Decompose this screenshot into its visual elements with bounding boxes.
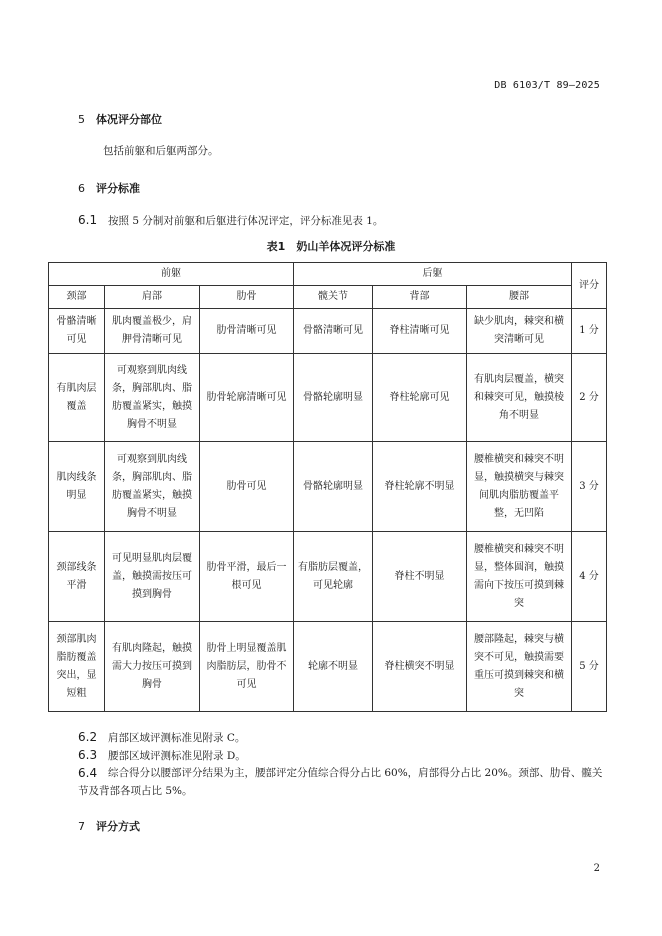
column-header: 背部 <box>373 286 467 309</box>
table-cell: 骨骼轮廓明显 <box>294 354 373 442</box>
clause-6-1 <box>78 211 604 230</box>
document-id: DB 6103/T 89—2025 <box>494 80 600 91</box>
section-6-heading <box>78 180 140 196</box>
table-cell: 腰椎横突和棘突不明显，整体圆润，触摸需向下按压可摸到棘突 <box>467 532 572 622</box>
score-header: 评分 <box>572 263 607 309</box>
clause-number: 6.4 <box>78 766 98 780</box>
table-cell: 脊柱轮廓可见 <box>373 354 467 442</box>
section-number: 7 <box>78 820 85 833</box>
clause-text: 肩部区域评测标准见附录 C。 <box>108 732 246 744</box>
column-header: 髋关节 <box>294 286 373 309</box>
section-5-body: 包括前躯和后躯两部分。 <box>103 145 219 157</box>
table-row <box>49 309 607 354</box>
table-cell: 有肌肉隆起，触摸需大力按压可摸到胸骨 <box>105 622 200 712</box>
table-cell: 脊柱清晰可见 <box>373 309 467 354</box>
clause-number: 6.2 <box>78 730 98 744</box>
group-header-front: 前躯 <box>49 263 294 286</box>
clause-6-3 <box>78 746 604 765</box>
column-header: 腰部 <box>467 286 572 309</box>
group-header-rear: 后躯 <box>294 263 572 286</box>
table-cell: 肋骨可见 <box>200 442 294 532</box>
table-cell: 有肌肉层覆盖，横突和棘突可见，触摸棱角不明显 <box>467 354 572 442</box>
table-cell: 肌肉覆盖极少，肩胛骨清晰可见 <box>105 309 200 354</box>
score-cell: 5 分 <box>572 622 607 712</box>
table-cell: 骨骼轮廓明显 <box>294 442 373 532</box>
table-caption: 表1 奶山羊体况评分标准 <box>266 240 396 253</box>
clause-number: 6.3 <box>78 748 98 762</box>
score-cell: 2 分 <box>572 354 607 442</box>
body-condition-score-table <box>48 262 607 712</box>
clause-text: 综合得分以腰部评分结果为主，腰部评定分值综合得分占比 60%，肩部得分占比 20%。颈部、肋骨、髋关节及背部各项占比 5%。 <box>78 767 603 797</box>
table-cell: 肋骨平滑，最后一根可见 <box>200 532 294 622</box>
column-header: 肩部 <box>105 286 200 309</box>
section-title: 评分标准 <box>96 182 140 195</box>
section-title: 体况评分部位 <box>96 113 162 126</box>
table-cell: 肋骨轮廓清晰可见 <box>200 354 294 442</box>
table-cell: 腰椎横突和棘突不明显，触摸横突与棘突间肌肉脂肪覆盖平整，无凹陷 <box>467 442 572 532</box>
page-number: 2 <box>593 863 600 874</box>
table-cell: 可见明显肌肉层覆盖，触摸需按压可摸到胸骨 <box>105 532 200 622</box>
table-cell: 骨骼清晰可见 <box>294 309 373 354</box>
table-cell: 肋骨上明显覆盖肌肉脂肪层，肋骨不可见 <box>200 622 294 712</box>
table-cell: 脊柱轮廓不明显 <box>373 442 467 532</box>
table-row <box>49 532 607 622</box>
column-header: 颈部 <box>49 286 105 309</box>
clause-text: 按照 5 分制对前躯和后躯进行体况评定，评分标准见表 1。 <box>108 215 384 227</box>
table-cell: 有肌肉层覆盖 <box>49 354 105 442</box>
section-number: 5 <box>78 113 85 126</box>
table-cell: 轮廓不明显 <box>294 622 373 712</box>
section-5-heading <box>78 111 162 127</box>
clause-number: 6.1 <box>78 213 98 227</box>
table-cell: 有脂肪层覆盖，可见轮廓 <box>294 532 373 622</box>
section-7-heading <box>78 818 140 834</box>
table-cell: 可观察到肌肉线条，胸部肌肉、脂肪覆盖紧实，触摸胸骨不明显 <box>105 354 200 442</box>
table-row <box>49 622 607 712</box>
score-cell: 4 分 <box>572 532 607 622</box>
table-cell: 脊柱不明显 <box>373 532 467 622</box>
clause-6-2 <box>78 728 604 747</box>
score-cell: 1 分 <box>572 309 607 354</box>
table-cell: 腰部隆起，棘突与横突不可见，触摸需要重压可摸到棘突和横突 <box>467 622 572 712</box>
table-cell: 肌肉线条明显 <box>49 442 105 532</box>
table-cell: 颈部肌肉脂肪覆盖突出，显短粗 <box>49 622 105 712</box>
section-title: 评分方式 <box>96 820 140 833</box>
table-cell: 脊柱横突不明显 <box>373 622 467 712</box>
table-cell: 颈部线条平滑 <box>49 532 105 622</box>
table-cell: 肋骨清晰可见 <box>200 309 294 354</box>
clause-text: 腰部区域评测标准见附录 D。 <box>108 750 246 762</box>
table-row <box>49 354 607 442</box>
table-cell: 缺少肌肉，棘突和横突清晰可见 <box>467 309 572 354</box>
score-cell: 3 分 <box>572 442 607 532</box>
column-header: 肋骨 <box>200 286 294 309</box>
table-cell: 可观察到肌肉线条，胸部肌肉、脂肪覆盖紧实，触摸胸骨不明显 <box>105 442 200 532</box>
clause-6-4 <box>78 764 604 800</box>
table-row <box>49 442 607 532</box>
table-cell: 骨骼清晰可见 <box>49 309 105 354</box>
section-number: 6 <box>78 182 85 195</box>
